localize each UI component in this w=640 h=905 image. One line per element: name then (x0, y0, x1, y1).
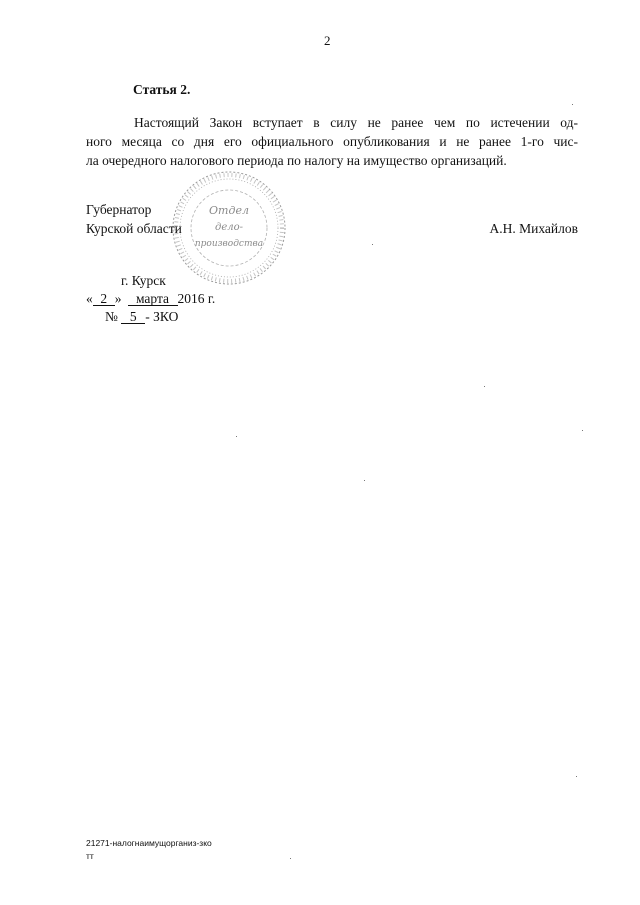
date-year: 2016 г. (177, 291, 216, 306)
scan-speck (576, 776, 577, 777)
footer-file-code: 21271-налогнаимущорганиз-зко (86, 838, 212, 848)
official-seal-stamp (163, 168, 293, 288)
paragraph-line: ного месяца со дня его официального опубликования и не ранее 1-го чис- (86, 134, 578, 149)
page-number: 2 (324, 33, 331, 48)
date-close-quote: » (114, 291, 122, 306)
signing-date (86, 291, 215, 307)
scan-speck (372, 244, 373, 245)
scan-speck (484, 386, 485, 387)
stamp-text: Отдел (209, 204, 249, 217)
law-number-value: 5 (121, 310, 145, 324)
law-number-suffix: - ЗКО (145, 309, 179, 324)
date-open-quote: « (86, 291, 93, 306)
stamp-text: дело- (214, 222, 244, 233)
scan-speck (236, 436, 237, 437)
paragraph-line: ла очередного налогового периода по налогу на имущество организаций. (86, 153, 507, 168)
stamp-text: производства (194, 239, 264, 249)
signer-name: А.Н. Михайлов (489, 221, 578, 236)
governor-region: Курской области (86, 221, 182, 236)
paragraph-line: Настоящий Закон вступает в силу не ранее чем по истечении од- (134, 115, 578, 130)
scan-speck (290, 858, 291, 859)
scan-speck (364, 480, 365, 481)
scan-speck (582, 430, 583, 431)
article-heading: Статья 2. (133, 82, 191, 97)
date-month: марта (128, 292, 178, 306)
place-of-signing: г. Курск (121, 273, 166, 288)
law-number-prefix: № (105, 309, 118, 324)
footer-initials: тт (86, 851, 94, 861)
article-paragraph (86, 113, 578, 170)
date-day: 2 (93, 292, 115, 306)
governor-title: Губернатор (86, 202, 152, 217)
scan-speck (572, 104, 573, 105)
law-number (105, 309, 178, 325)
